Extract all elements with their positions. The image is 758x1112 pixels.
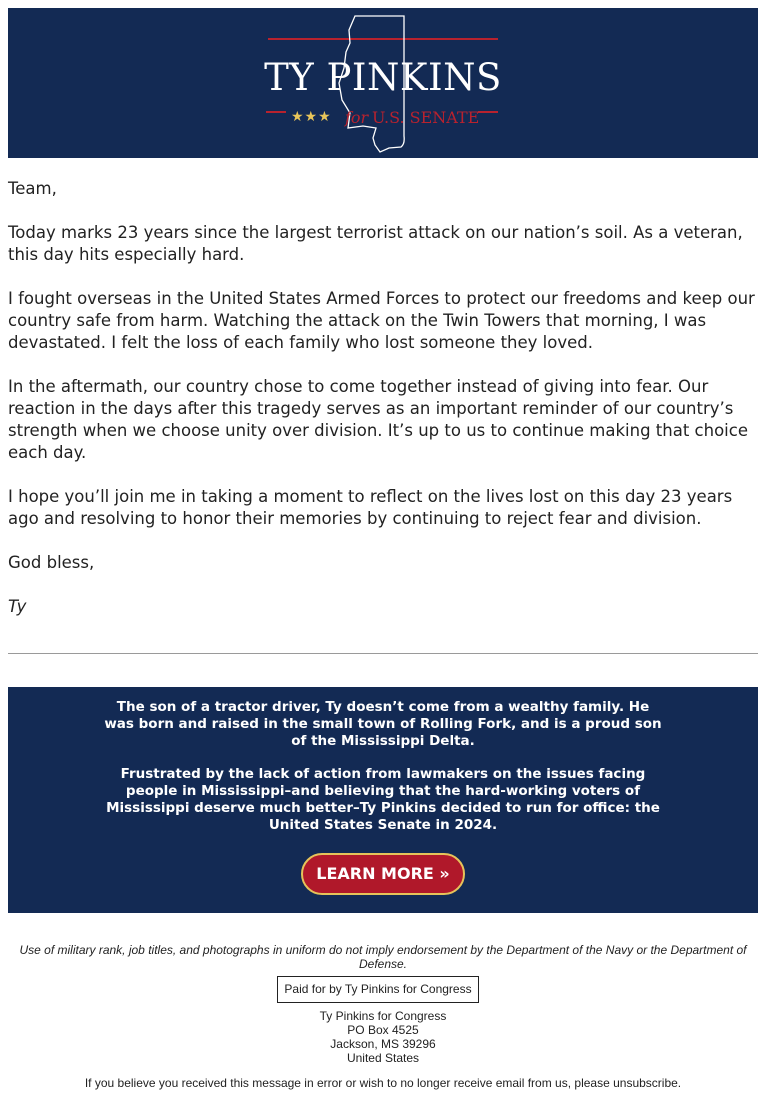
bio-paragraph-1: The son of a tractor driver, Ty doesn’t come from a wealthy family. He was born and raised in the small town of Rolling Fork, and is a proud son of the Mississippi Delta. <box>104 699 662 749</box>
letter-closing: God bless, <box>8 553 95 572</box>
letter-paragraph: In the aftermath, our country chose to come together instead of giving into fear. Our reaction in the days after this tragedy serves as an important reminder of our country’s strength when we choose unity over division. It’s up to us to continue making that choice each day. <box>8 377 748 462</box>
logo-office-text: U.S. SENATE <box>372 108 480 127</box>
address-line: Jackson, MS 39296 <box>330 1037 436 1051</box>
letter-signature: Ty <box>8 597 27 616</box>
logo-stars: ★★★ <box>291 109 332 125</box>
address-line: United States <box>346 1051 420 1065</box>
letter-greeting: Team, <box>8 179 57 198</box>
email-header-banner <box>8 8 758 158</box>
bio-paragraph-2: Frustrated by the lack of action from lawmakers on the issues facing people in Mississippi–and believing that the hard-working voters of Mississippi deserve much better–Ty Pinkins decided to run for office: the United States Senate in 2024. <box>106 766 660 833</box>
logo-candidate-name: TY PINKINS <box>264 56 502 99</box>
learn-more-button[interactable]: LEARN MORE » <box>301 853 465 895</box>
logo-for-text: for <box>345 108 369 127</box>
letter-body <box>8 178 758 640</box>
address-line: Ty Pinkins for Congress <box>319 1009 447 1023</box>
section-divider <box>8 653 758 654</box>
paid-for-by-box: Paid for by Ty Pinkins for Congress <box>277 976 479 1003</box>
unsubscribe-notice[interactable]: If you believe you received this message in error or wish to no longer receive email from us, please unsubscribe. <box>84 1076 682 1090</box>
address-line: PO Box 4525 <box>347 1023 419 1037</box>
letter-paragraph: I hope you’ll join me in taking a moment to reflect on the lives lost on this day 23 years ago and resolving to honor their memories by continuing to reject fear and division. <box>8 487 733 528</box>
mailing-address <box>8 1009 758 1065</box>
bio-panel <box>8 687 758 913</box>
military-disclaimer: Use of military rank, job titles, and photographs in uniform do not imply endorsement by the Department of the Navy or the Department of Defense. <box>19 943 747 971</box>
letter-paragraph: I fought overseas in the United States Armed Forces to protect our freedoms and keep our country safe from harm. Watching the attack on the Twin Towers that morning, I was devastated. I felt the loss of each family who lost someone they loved. <box>8 289 755 352</box>
letter-paragraph: Today marks 23 years since the largest terrorist attack on our nation’s soil. As a veteran, this day hits especially hard. <box>8 223 743 264</box>
